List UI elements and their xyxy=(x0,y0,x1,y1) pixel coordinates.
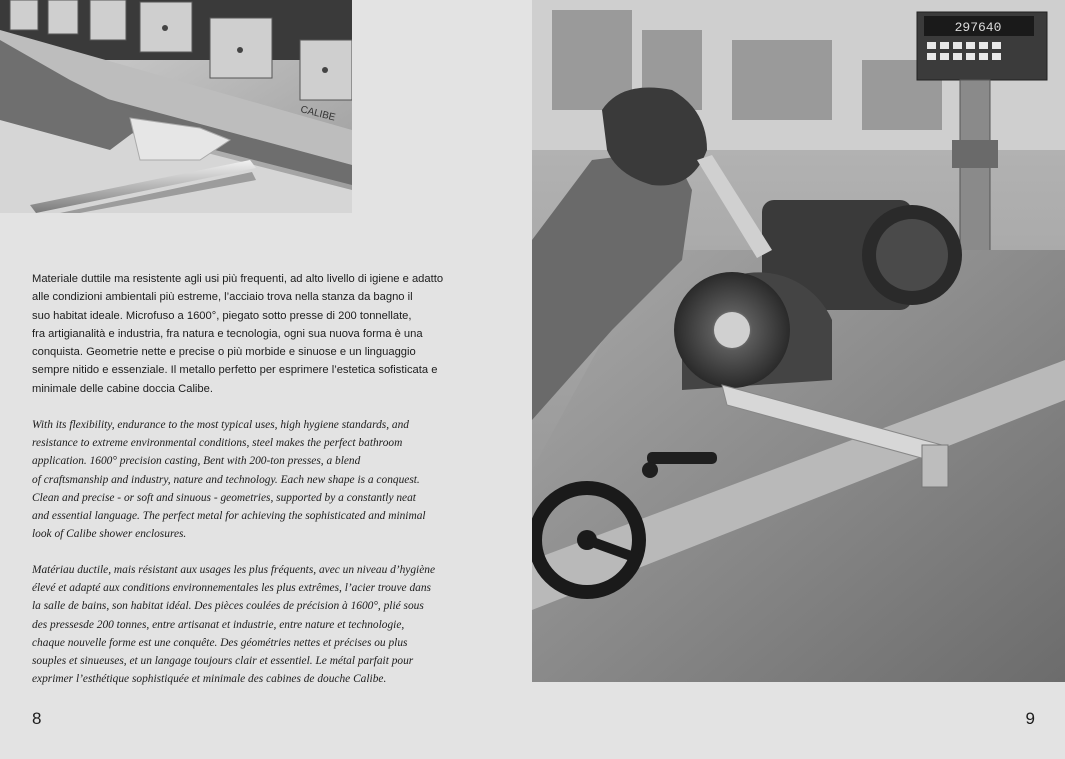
right-page xyxy=(532,0,1065,759)
text-line: of craftsmanship and industry, nature and technology. Each new shape is a conquest. xyxy=(32,473,420,486)
text-line: alle condizioni ambientali più estreme, l’acciaio trova nella stanza da bagno il xyxy=(32,291,413,304)
left-page xyxy=(0,0,532,759)
text-line: Clean and precise - or soft and sinuous - geometries, supported by a constantly neat xyxy=(32,491,416,504)
text-line: minimale delle cabine doccia Calibe. xyxy=(32,382,213,395)
readout-text: 297640 xyxy=(954,20,1002,35)
english-paragraph xyxy=(32,416,437,543)
text-line: élevé et adapté aux conditions environnementales les plus extrêmes, l’acier trouve dans xyxy=(32,582,431,595)
french-paragraph xyxy=(32,561,440,688)
text-line: With its flexibility, endurance to the most typical uses, high hygiene standards, and xyxy=(32,419,410,431)
text-line: Matériau ductile, mais résistant aux usages les plus fréquents, avec un niveau d’hygiène xyxy=(32,564,436,576)
text-line: des pressesde 200 tonnes, entre artisanat et industrie, entre nature et technologie, xyxy=(32,618,405,631)
text-line: look of Calibe shower enclosures. xyxy=(32,528,187,541)
text-line: and essential language. The perfect metal for achieving the sophisticated and minimal xyxy=(32,510,426,523)
text-line: souples et sinueuses, et un langage toujours clair et essentiel. Le métal parfait pour xyxy=(32,655,414,668)
text-line: Materiale duttile ma resistente agli usi più frequenti, ad alto livello di igiene e adatto xyxy=(32,273,444,285)
text-line: exprimer l’esthétique sophistiquée et minimale des cabines de douche Calibe. xyxy=(32,673,387,686)
text-line: application. 1600° precision casting, Bent with 200-ton presses, a blend xyxy=(32,455,361,468)
text-line: suo habitat ideale. Microfuso a 1600°, piegato sotto presse di 200 tonnellate, xyxy=(32,309,412,322)
text-line: resistance to extreme environmental conditions, steel makes the perfect bathroom xyxy=(32,437,403,450)
text-line: la salle de bains, son habitat idéal. Des pièces coulées de précision à 1600°, plié sous xyxy=(32,600,424,613)
cutting-saw-photo xyxy=(532,0,1065,682)
page-number-left: 8 xyxy=(32,709,42,728)
text-line: fra artigianalità e industria, fra natura e tecnologia, ogni sua nuova forma è una xyxy=(32,327,423,340)
text-line: chaque nouvelle forme est une conquête. Des géométries nettes et précises ou plus xyxy=(32,636,408,649)
italian-paragraph xyxy=(32,270,442,398)
page-number-right: 9 xyxy=(1025,709,1035,728)
press-brake-photo xyxy=(0,0,352,213)
text-line: sempre nitido e essenziale. Il metallo perfetto per esprimere l’estetica sofisticata e xyxy=(32,364,438,377)
svg-text:CALIBE: CALIBE xyxy=(299,104,337,124)
text-line: conquista. Geometrie nette e precise o più morbide e sinuose e un linguaggio xyxy=(32,346,416,359)
